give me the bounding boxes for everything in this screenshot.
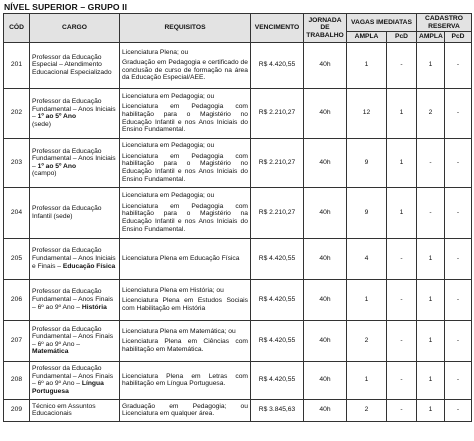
header-row xyxy=(4,14,472,32)
jornada-cell: 40h xyxy=(304,42,347,88)
requisitos-cell xyxy=(120,361,251,399)
requisito-line: Licenciatura Plena em Letras com habilitação em Língua Portuguesa. xyxy=(122,372,248,388)
cr-pcd-cell: - xyxy=(445,238,472,279)
requisito-line: Licenciatura em Pedagogia com habilitação para o Magistério no Educação Infantil e nos Anos Iniciais do Ensino Fundamental. xyxy=(122,103,248,134)
table-row xyxy=(4,238,472,279)
jornada-cell: 40h xyxy=(304,187,347,238)
vagas-ampla-cell: 12 xyxy=(347,88,387,138)
cargo-text: Professor da Educação Fundamental – Anos Iniciais – xyxy=(32,98,116,121)
cargo-suffix: (sede) xyxy=(32,120,51,128)
cr-ampla-cell: 1 xyxy=(417,361,445,399)
cr-ampla-cell: 1 xyxy=(417,279,445,320)
cargo-cell xyxy=(30,399,120,421)
cargo-text: Técnico em Assuntos Educacionais xyxy=(32,402,96,418)
cargo-text: Professor da Educação Fundamental – Anos Finais – 6º ao 9º Ano – xyxy=(32,365,114,388)
cargo-highlight: Matemática xyxy=(32,348,69,356)
cargo-text: Professor da Educação Fundamental – Anos Iniciais – xyxy=(32,147,116,170)
cargo-suffix: (campo) xyxy=(32,170,57,178)
vencimento-cell: R$ 2.210,27 xyxy=(251,88,304,138)
cargo-cell xyxy=(30,187,120,238)
table-row xyxy=(4,138,472,187)
header-cadastro-reserva: CADASTRO RESERVA xyxy=(417,14,472,32)
cod-cell: 204 xyxy=(4,187,30,238)
requisitos-cell xyxy=(120,88,251,138)
vencimento-cell: R$ 4.420,55 xyxy=(251,238,304,279)
cr-pcd-cell: - xyxy=(445,320,472,361)
requisito-line: Licenciatura em Pedagogia; ou xyxy=(122,92,215,100)
requisito-line: Licenciatura Plena em Educação Física xyxy=(122,254,240,262)
vencimento-cell: R$ 4.420,55 xyxy=(251,42,304,88)
cargo-cell xyxy=(30,361,120,399)
vagas-ampla-cell: 2 xyxy=(347,399,387,421)
section-title: NÍVEL SUPERIOR – GRUPO II xyxy=(4,2,128,12)
jornada-cell: 40h xyxy=(304,138,347,187)
vagas-pcd-cell: - xyxy=(387,279,417,320)
vagas-ampla-cell: 9 xyxy=(347,187,387,238)
header-requisitos: REQUISITOS xyxy=(120,14,251,43)
table-row xyxy=(4,399,472,421)
table-row xyxy=(4,361,472,399)
cod-cell: 203 xyxy=(4,138,30,187)
cr-ampla-cell: 1 xyxy=(417,399,445,421)
requisito-line: Licenciatura em Pedagogia; ou xyxy=(122,142,215,150)
cod-cell: 207 xyxy=(4,320,30,361)
header-vagas-ampla: AMPLA xyxy=(347,32,387,43)
vagas-ampla-cell: 1 xyxy=(347,42,387,88)
cargo-cell xyxy=(30,42,120,88)
vencimento-cell: R$ 4.420,55 xyxy=(251,320,304,361)
cargo-highlight: Educação Física xyxy=(62,262,116,270)
requisitos-cell xyxy=(120,187,251,238)
cargo-cell xyxy=(30,279,120,320)
cod-cell: 206 xyxy=(4,279,30,320)
vagas-ampla-cell: 4 xyxy=(347,238,387,279)
cr-pcd-cell: - xyxy=(445,88,472,138)
jornada-cell: 40h xyxy=(304,279,347,320)
requisito-line: Graduação em Pedagogia e certificado de conclusão de curso de formação na área da Educação Especial/AEE. xyxy=(122,59,248,82)
jornada-cell: 40h xyxy=(304,320,347,361)
cr-ampla-cell: 1 xyxy=(417,238,445,279)
vagas-pcd-cell: - xyxy=(387,238,417,279)
vencimento-cell: R$ 4.420,55 xyxy=(251,361,304,399)
cargo-text: Professor da Educação Fundamental – Anos Finais – 6º ao 9º Ano – xyxy=(32,288,114,311)
vagas-pcd-cell: - xyxy=(387,42,417,88)
cr-ampla-cell: - xyxy=(417,187,445,238)
requisito-line: Licenciatura Plena em Ciências com habilitação em Matemática. xyxy=(122,338,248,354)
requisito-line: Licenciatura em Pedagogia; ou xyxy=(122,192,215,200)
requisito-line: Licenciatura Plena; ou xyxy=(122,48,189,56)
table-row xyxy=(4,279,472,320)
requisitos-cell xyxy=(120,238,251,279)
requisitos-cell xyxy=(120,320,251,361)
cr-pcd-cell: - xyxy=(445,42,472,88)
cargo-text: Professor da Educação Especial – Atendimento Educacional Especializado xyxy=(32,53,112,77)
requisitos-cell xyxy=(120,399,251,421)
jornada-cell: 40h xyxy=(304,88,347,138)
vagas-pcd-cell: 1 xyxy=(387,138,417,187)
cod-cell: 201 xyxy=(4,42,30,88)
cod-cell: 209 xyxy=(4,399,30,421)
cr-ampla-cell: 1 xyxy=(417,320,445,361)
header-cod: CÓD xyxy=(4,14,30,43)
requisito-line: Licenciatura Plena em Matemática; ou xyxy=(122,327,236,335)
cargo-highlight: História xyxy=(81,303,107,311)
jornada-cell: 40h xyxy=(304,238,347,279)
jornada-cell: 40h xyxy=(304,399,347,421)
header-cr-ampla: AMPLA xyxy=(417,32,445,43)
vagas-ampla-cell: 2 xyxy=(347,320,387,361)
cr-ampla-cell: 2 xyxy=(417,88,445,138)
header-cr-pcd: PcD xyxy=(445,32,472,43)
table-row xyxy=(4,320,472,361)
header-jornada: JORNADA DE TRABALHO xyxy=(304,14,347,43)
cargo-text: Professor da Educação Infantil (sede) xyxy=(32,205,102,220)
cod-cell: 208 xyxy=(4,361,30,399)
cr-pcd-cell: - xyxy=(445,361,472,399)
cr-pcd-cell: - xyxy=(445,399,472,421)
vagas-pcd-cell: 1 xyxy=(387,187,417,238)
vagas-ampla-cell: 1 xyxy=(347,361,387,399)
cargo-highlight: Língua Portuguesa xyxy=(32,380,104,395)
positions-table xyxy=(3,13,472,422)
cr-pcd-cell: - xyxy=(445,187,472,238)
cargo-text: Professor da Educação Fundamental – Anos Finais – 6º ao 9º Ano – xyxy=(32,325,114,348)
vagas-pcd-cell: - xyxy=(387,361,417,399)
vencimento-cell: R$ 3.845,63 xyxy=(251,399,304,421)
requisitos-cell xyxy=(120,138,251,187)
cargo-highlight: 1º ao 5º Ano xyxy=(37,162,77,170)
table-row xyxy=(4,88,472,138)
cr-pcd-cell: - xyxy=(445,279,472,320)
cr-ampla-cell: 1 xyxy=(417,42,445,88)
cargo-text: Professor da Educação Fundamental – Anos Iniciais e Finais – xyxy=(32,247,116,270)
vagas-pcd-cell: - xyxy=(387,320,417,361)
header-cargo: CARGO xyxy=(30,14,120,43)
cargo-cell xyxy=(30,238,120,279)
header-vagas-pcd: PcD xyxy=(387,32,417,43)
cod-cell: 202 xyxy=(4,88,30,138)
table-row xyxy=(4,42,472,88)
vagas-ampla-cell: 1 xyxy=(347,279,387,320)
vagas-ampla-cell: 9 xyxy=(347,138,387,187)
requisito-line: Graduação em Pedagogia; ou Licenciatura em qualquer área. xyxy=(122,402,248,418)
header-vencimento: VENCIMENTO xyxy=(251,14,304,43)
jornada-cell: 40h xyxy=(304,361,347,399)
requisito-line: Licenciatura Plena em Estudos Sociais com Habilitação em História xyxy=(122,297,248,313)
cargo-cell xyxy=(30,88,120,138)
cr-pcd-cell: - xyxy=(445,138,472,187)
requisito-line: Licenciatura Plena em História; ou xyxy=(122,286,224,294)
vagas-pcd-cell: 1 xyxy=(387,88,417,138)
vencimento-cell: R$ 4.420,55 xyxy=(251,279,304,320)
cod-cell: 205 xyxy=(4,238,30,279)
vencimento-cell: R$ 2.210,27 xyxy=(251,187,304,238)
requisito-line: Licenciatura em Pedagogia com habilitação para o Magistério na Educação Infantil e nos Anos Iniciais do Ensino Fundamental. xyxy=(122,202,248,233)
cargo-cell xyxy=(30,138,120,187)
cargo-highlight: 1º ao 5º Ano xyxy=(37,113,77,121)
requisitos-cell xyxy=(120,279,251,320)
vagas-pcd-cell: - xyxy=(387,399,417,421)
table-row xyxy=(4,187,472,238)
header-vagas-imediatas: VAGAS IMEDIATAS xyxy=(347,14,417,32)
requisitos-cell xyxy=(120,42,251,88)
requisito-line: Licenciatura em Pedagogia com habilitação para o Magistério no Educação Infantil e nos Anos Iniciais do Ensino Fundamental. xyxy=(122,152,248,183)
cr-ampla-cell: - xyxy=(417,138,445,187)
cargo-cell xyxy=(30,320,120,361)
vencimento-cell: R$ 2.210,27 xyxy=(251,138,304,187)
